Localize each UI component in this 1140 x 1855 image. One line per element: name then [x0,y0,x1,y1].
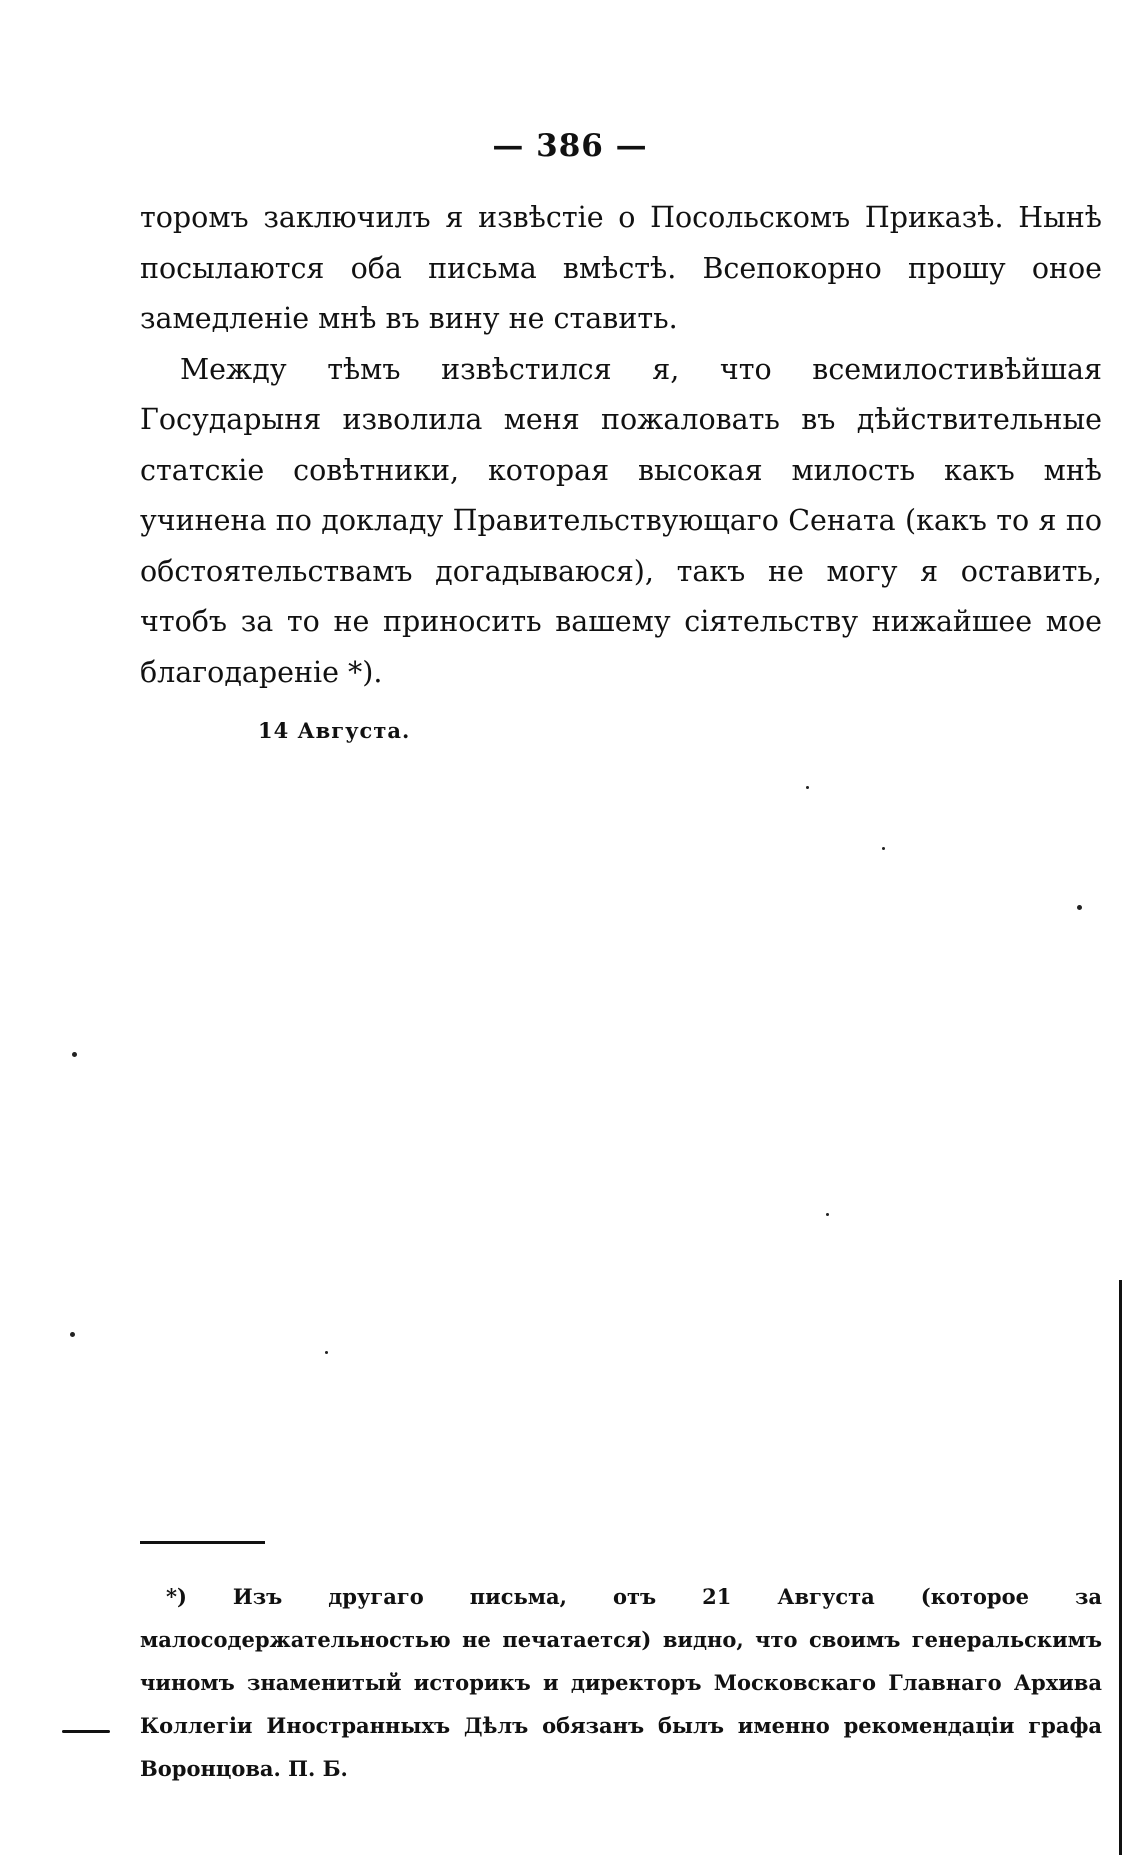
scan-speck [806,786,809,789]
paragraph: Между тѣмъ извѣстился я, что всемилостивѣйшая Государыня изволила меня пожаловать въ дѣйствительные статскіе совѣтники, которая высокая милость какъ мнѣ учинена по докладу Правительствующаго Сената (какъ то я по обстоятельствамъ догадываюся), такъ не могу я оставить, чтобъ за то не приносить вашему сіятельству нижайшее мое благодареніе *). [140,352,1102,689]
body-text [140,193,1102,698]
footnote: *) Изъ другаго письма, отъ 21 Августа (которое за малосодержательностью не печатается) видно, что своимъ генеральскимъ чиномъ знаменитый историкъ и директоръ Московскаго Главнаго Архива Коллегіи Иностранныхъ Дѣлъ обязанъ былъ именно рекомендаціи графа Воронцова. П. Б. [140,1584,1102,1781]
footnote-separator [140,1541,265,1544]
scan-speck [70,1332,75,1337]
paragraph: торомъ заключилъ я извѣстіе о Посольскомъ Приказѣ. Нынѣ посылаются оба письма вмѣстѣ. Всепокорно прошу оное замедленіе мнѣ въ вину не ставить. [140,201,1102,335]
date-line: 14 Августа. [258,718,411,743]
scan-speck [882,847,885,850]
scan-edge-line [1119,1280,1122,1855]
scan-speck [826,1213,829,1216]
page-number: — 386 — [492,128,648,164]
scan-speck [325,1351,328,1354]
scan-speck [1077,905,1082,910]
scan-edge-mark [62,1730,110,1733]
scan-speck [72,1052,77,1057]
